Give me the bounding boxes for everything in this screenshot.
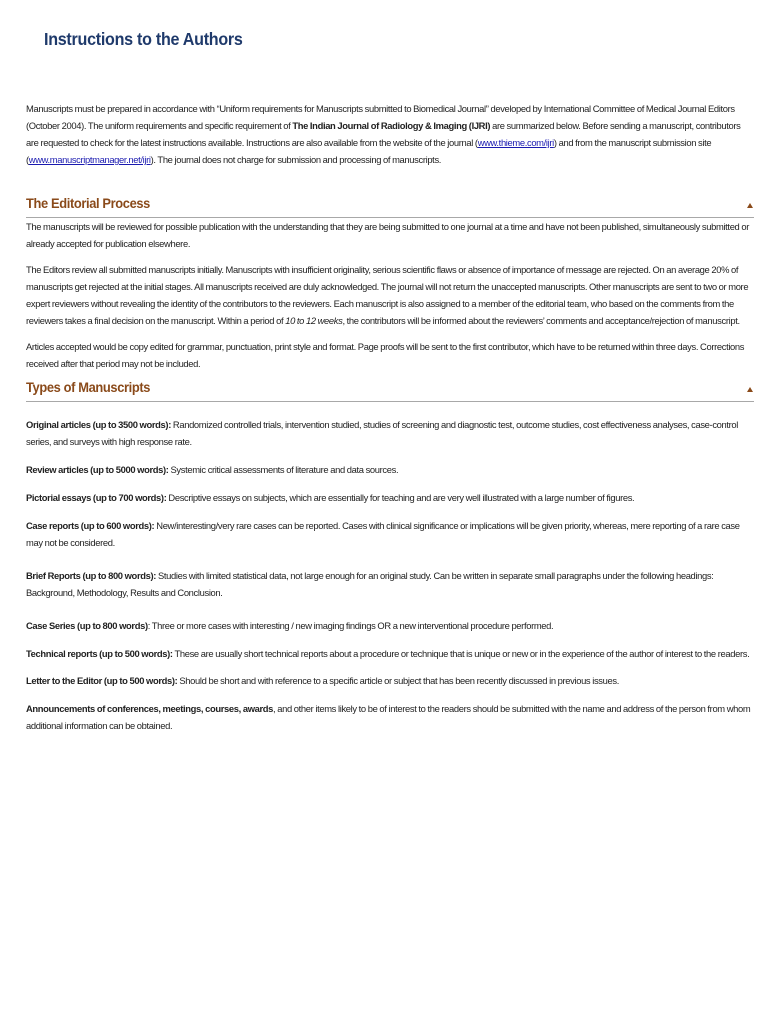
editorial-p2-text-a: The Editors review all submitted manuscripts initially. Manuscripts with insufficient originality, serious scientific flaws or absence of importance of message are rejected. On an average 20% of manuscripts get rejected at the initial stages. All manuscripts received are duly acknowledged. The journal will not return the unaccepted manuscripts. Other manuscripts are sent to two or more expert reviewers without revealing the identity of the contributors to the reviewers. Each manuscript is also assigned to a member of the editorial team, who based on the comments from the reviewers takes a final decision on the manuscript. Within a period of: [26, 264, 749, 326]
manuscript-type-announcements: [26, 700, 754, 734]
editorial-paragraph-3: Articles accepted would be copy edited for grammar, punctuation, print style and format. Page proofs will be sent to the first contributor, which have to be returned within three days. Corrections received after that period may not be included.: [26, 341, 745, 369]
types-heading: Types of Manuscripts: [26, 379, 151, 395]
type-description: , and other items likely to be of interest to the readers should be submitted with the name and address of the person from whom additional information can be obtained.: [26, 703, 751, 731]
type-label: Brief Reports (up to 800 words):: [26, 570, 157, 581]
editorial-p2-text-b: , the contributors will be informed about the reviewers’ comments and acceptance/rejection of manuscript.: [342, 315, 740, 326]
type-description: New/interesting/very rare cases can be reported. Cases with clinical significance or implications will be given priority, whereas, mere reporting of a rare case may not be considered.: [26, 520, 740, 548]
editorial-paragraph-2: [26, 261, 754, 329]
type-label: Review articles (up to 5000 words):: [26, 464, 169, 475]
journal-website-link[interactable]: www.thieme.com/ijri: [477, 137, 554, 148]
type-label: Case Series (up to 800 words): [26, 620, 148, 631]
type-label: Pictorial essays (up to 700 words):: [26, 492, 167, 503]
type-description: Systemic critical assessments of literature and data sources.: [168, 464, 399, 475]
type-label: Original articles (up to 3500 words):: [26, 419, 171, 430]
intro-paragraph: [26, 100, 754, 168]
editorial-paragraph-1: The manuscripts will be reviewed for possible publication with the understanding that they are being submitted to one journal at a time and have not been published, simultaneously submitted or already accepted for publication elsewhere.: [26, 221, 750, 249]
type-label: Technical reports (up to 500 words):: [26, 648, 173, 659]
manuscript-type-technical-report: [26, 645, 754, 662]
document-body: [26, 100, 754, 745]
intro-text-1: Manuscripts must be prepared in accordance with “Uniform requirements for Manuscripts submitted to Biomedical Journal” developed by International Committee of Medical Journal Editors (October 2004). The uniform requirements and specific requirement of: [26, 103, 735, 131]
manuscript-type-case-series: [26, 617, 754, 634]
editorial-heading: The Editorial Process: [26, 195, 150, 211]
type-description: These are usually short technical reports about a procedure or technique that is unique or new or in the experience of the author of interest to the readers.: [172, 648, 750, 659]
type-label: Case reports (up to 600 words):: [26, 520, 155, 531]
journal-name: The Indian Journal of Radiology & Imaging (IJRI): [292, 120, 491, 131]
back-to-top-icon[interactable]: [747, 203, 753, 208]
intro-text-3: ) and from the manuscript submission site (: [26, 137, 712, 165]
intro-text-2: are summarized below. Before sending a manuscript, contributors are requested to check for the latest instructions available. Instructions are also available from the website of the journal (: [26, 120, 741, 148]
type-description: Descriptive essays on subjects, which are essentially for teaching and are very well illustrated with a large number of figures.: [166, 492, 635, 503]
manuscript-type-letter: [26, 672, 754, 689]
types-section-header: [26, 377, 754, 402]
manuscript-type-review: [26, 461, 754, 478]
editorial-section-header: [26, 193, 754, 218]
manuscript-type-brief-report: [26, 567, 754, 601]
type-description: Should be short and with reference to a specific article or subject that has been recently discussed in previous issues.: [177, 675, 619, 686]
intro-text-4: ). The journal does not charge for submission and processing of manuscripts.: [150, 154, 442, 165]
type-description: Randomized controlled trials, intervention studied, studies of screening and diagnostic test, outcome studies, cost effectiveness analyses, case-control series, and surveys with high response rate.: [26, 419, 739, 447]
submission-site-link[interactable]: www.manuscriptmanager.net/ijri: [28, 154, 151, 165]
type-label: Announcements of conferences, meetings, courses, awards: [26, 703, 274, 714]
type-description: Studies with limited statistical data, not large enough for an original study. Can be written in separate small paragraphs under the following headings: Background, Methodology, Results and Conclusion.: [26, 570, 714, 598]
review-period: 10 to 12 weeks: [285, 315, 343, 326]
type-label: Letter to the Editor (up to 500 words):: [26, 675, 178, 686]
editorial-section-body: [26, 218, 754, 372]
manuscript-type-original: [26, 416, 754, 450]
manuscript-type-case-report: [26, 517, 754, 551]
type-description: : Three or more cases with interesting / new imaging findings OR a new interventional procedure performed.: [147, 620, 554, 631]
types-section-body: [26, 416, 754, 734]
page-title: Instructions to the Authors: [44, 29, 243, 49]
back-to-top-icon[interactable]: [747, 387, 753, 392]
manuscript-type-pictorial: [26, 489, 754, 506]
